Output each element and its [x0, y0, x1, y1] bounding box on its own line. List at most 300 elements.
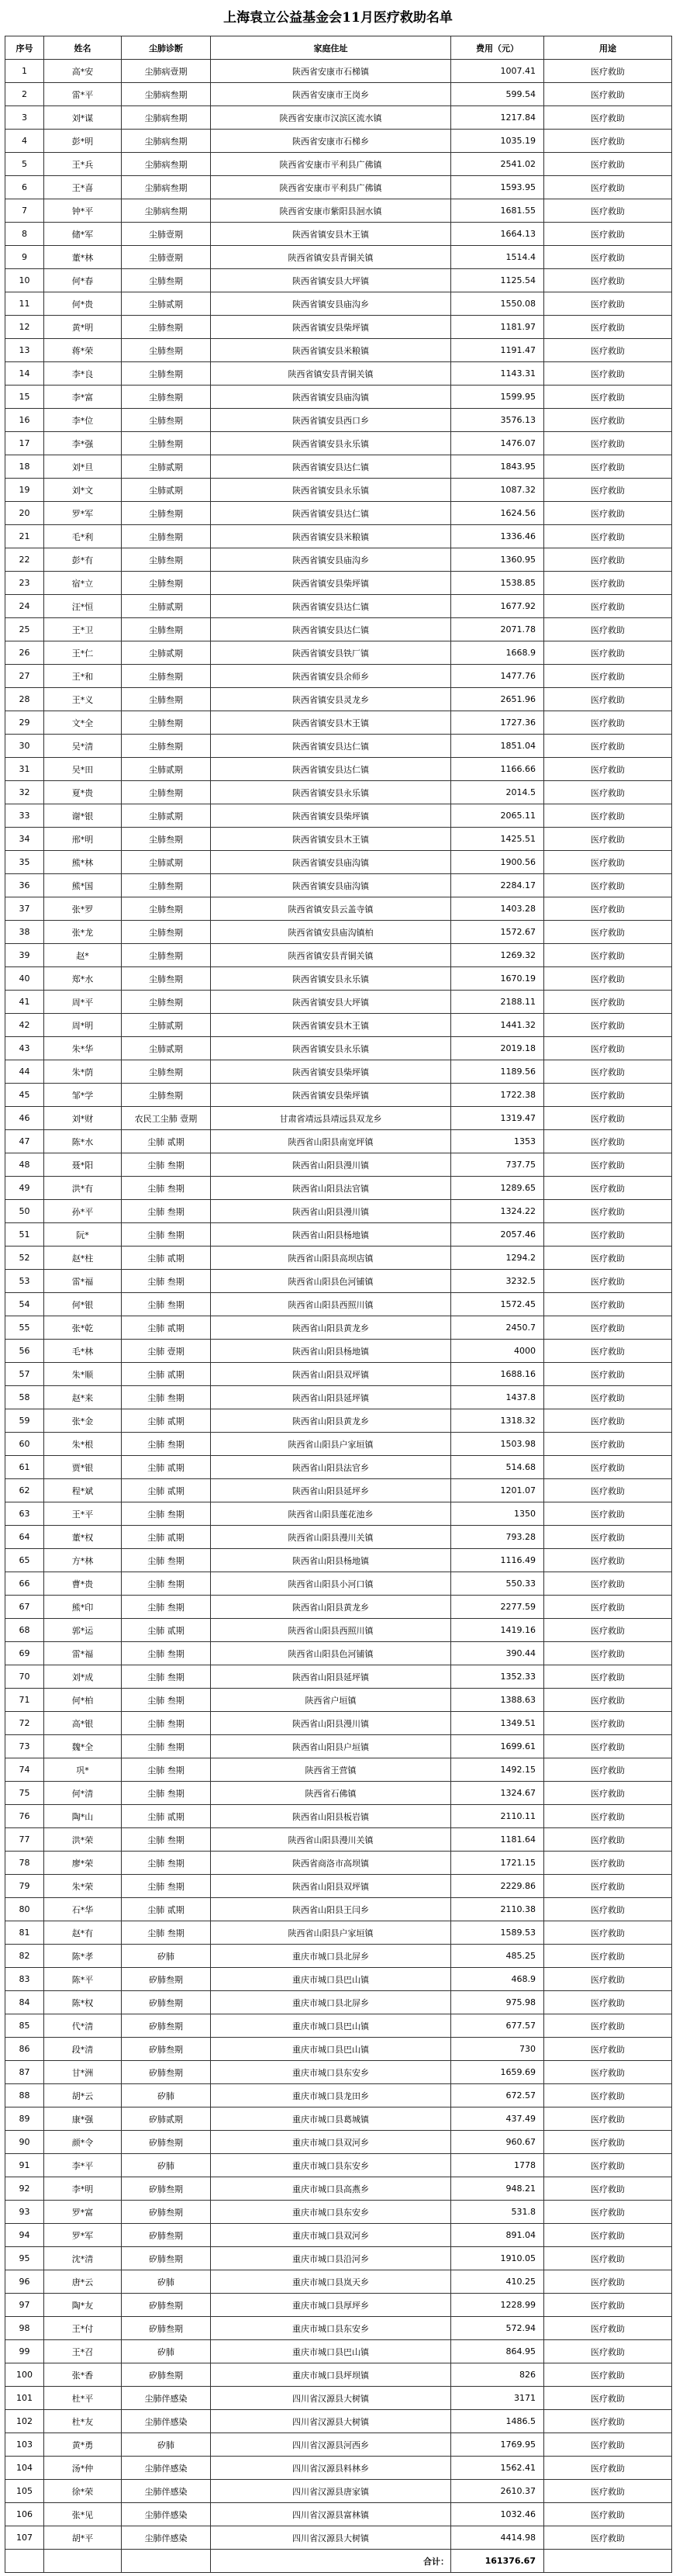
cell-index: 50 [5, 1200, 44, 1223]
table-row [5, 2201, 672, 2224]
cell-purpose: 医疗救助 [544, 1875, 672, 1898]
cell-diagnosis: 尘肺叁期 [122, 316, 211, 339]
cell-name: 董*权 [44, 1526, 122, 1549]
header-diagnosis: 尘肺诊断 [122, 36, 211, 60]
cell-name: 陈*平 [44, 1968, 122, 1991]
cell-index: 82 [5, 1945, 44, 1968]
table-row [5, 781, 672, 804]
cell-address: 陕西省镇安县米粮镇 [211, 525, 451, 548]
table-row [5, 1619, 672, 1642]
cell-diagnosis: 尘肺 叁期 [122, 1386, 211, 1409]
cell-address: 陕西省山阳县双坪镇 [211, 1875, 451, 1898]
cell-purpose: 医疗救助 [544, 804, 672, 828]
cell-address: 陕西省镇安县庙沟镇 [211, 851, 451, 874]
cell-index: 26 [5, 641, 44, 665]
cell-purpose: 医疗救助 [544, 432, 672, 455]
cell-purpose: 医疗救助 [544, 1898, 672, 1921]
cell-index: 4 [5, 130, 44, 153]
cell-purpose: 医疗救助 [544, 1363, 672, 1386]
cell-index: 57 [5, 1363, 44, 1386]
cell-name: 汤*仲 [44, 2457, 122, 2480]
cell-purpose: 医疗救助 [544, 130, 672, 153]
cell-name: 王*和 [44, 665, 122, 688]
cell-purpose: 医疗救助 [544, 572, 672, 595]
cell-purpose: 医疗救助 [544, 828, 672, 851]
cell-name: 张*龙 [44, 921, 122, 944]
cell-index: 69 [5, 1642, 44, 1665]
cell-purpose: 医疗救助 [544, 2317, 672, 2340]
cell-purpose: 医疗救助 [544, 2363, 672, 2387]
table-row [5, 2480, 672, 2503]
cell-name: 何*柏 [44, 1689, 122, 1712]
cell-address: 陕西省镇安县青铜关镇 [211, 944, 451, 967]
cell-fee: 1318.32 [451, 1409, 544, 1433]
cell-name: 夏*贵 [44, 781, 122, 804]
table-row [5, 897, 672, 921]
cell-fee: 1324.67 [451, 1782, 544, 1805]
cell-index: 35 [5, 851, 44, 874]
cell-name: 张*乾 [44, 1316, 122, 1340]
cell-purpose: 医疗救助 [544, 292, 672, 316]
cell-address: 陕西省镇安县大坪镇 [211, 991, 451, 1014]
cell-address: 陕西省镇安县庙沟乡 [211, 292, 451, 316]
table-row [5, 828, 672, 851]
cell-fee: 2110.11 [451, 1805, 544, 1828]
cell-index: 92 [5, 2177, 44, 2201]
cell-index: 58 [5, 1386, 44, 1409]
cell-purpose: 医疗救助 [544, 1689, 672, 1712]
cell-name: 彭*有 [44, 548, 122, 572]
cell-name: 文*全 [44, 711, 122, 735]
header-fee: 费用（元） [451, 36, 544, 60]
cell-diagnosis: 尘肺叁期 [122, 828, 211, 851]
table-row [5, 1293, 672, 1316]
cell-purpose: 医疗救助 [544, 1386, 672, 1409]
cell-index: 32 [5, 781, 44, 804]
cell-address: 陕西省山阳县漫川镇 [211, 1200, 451, 1223]
cell-diagnosis: 矽肺 [122, 2340, 211, 2363]
cell-fee: 1217.84 [451, 106, 544, 130]
cell-purpose: 医疗救助 [544, 897, 672, 921]
cell-name: 董*林 [44, 246, 122, 269]
table-row [5, 1758, 672, 1782]
cell-name: 陈*权 [44, 1991, 122, 2014]
cell-diagnosis: 尘肺 贰期 [122, 1130, 211, 1153]
cell-fee: 1492.15 [451, 1758, 544, 1782]
table-row [5, 2038, 672, 2061]
cell-address: 陕西省镇安县永乐镇 [211, 432, 451, 455]
cell-purpose: 医疗救助 [544, 1456, 672, 1479]
cell-fee: 975.98 [451, 1991, 544, 2014]
cell-name: 李*位 [44, 409, 122, 432]
table-row [5, 1526, 672, 1549]
cell-index: 80 [5, 1898, 44, 1921]
cell-diagnosis: 尘肺贰期 [122, 455, 211, 479]
cell-fee: 1087.32 [451, 479, 544, 502]
cell-index: 29 [5, 711, 44, 735]
cell-fee: 1599.95 [451, 386, 544, 409]
cell-purpose: 医疗救助 [544, 2457, 672, 2480]
cell-index: 96 [5, 2270, 44, 2294]
cell-index: 84 [5, 1991, 44, 2014]
cell-purpose: 医疗救助 [544, 2014, 672, 2038]
table-row [5, 316, 672, 339]
cell-purpose: 医疗救助 [544, 758, 672, 781]
cell-diagnosis: 尘肺 贰期 [122, 1805, 211, 1828]
cell-index: 65 [5, 1549, 44, 1572]
cell-purpose: 医疗救助 [544, 269, 672, 292]
cell-diagnosis: 矽肺 [122, 2433, 211, 2457]
cell-diagnosis: 尘肺 叁期 [122, 1596, 211, 1619]
cell-diagnosis: 尘肺 叁期 [122, 1642, 211, 1665]
cell-address: 陕西省山阳县延坪镇 [211, 1386, 451, 1409]
cell-index: 66 [5, 1572, 44, 1596]
cell-purpose: 医疗救助 [544, 735, 672, 758]
cell-index: 60 [5, 1433, 44, 1456]
cell-name: 黄*明 [44, 316, 122, 339]
cell-fee: 390.44 [451, 1642, 544, 1665]
cell-fee: 1659.69 [451, 2061, 544, 2084]
table-row [5, 1828, 672, 1852]
cell-diagnosis: 矽肺叁期 [122, 1968, 211, 1991]
cell-index: 39 [5, 944, 44, 967]
cell-name: 周*明 [44, 1014, 122, 1037]
cell-purpose: 医疗救助 [544, 2480, 672, 2503]
table-row [5, 502, 672, 525]
cell-name: 钟*平 [44, 199, 122, 223]
cell-index: 30 [5, 735, 44, 758]
cell-index: 95 [5, 2247, 44, 2270]
cell-diagnosis: 农民工尘肺 壹期 [122, 1107, 211, 1130]
cell-name: 康*强 [44, 2107, 122, 2131]
cell-index: 24 [5, 595, 44, 618]
cell-diagnosis: 尘肺 叁期 [122, 1921, 211, 1945]
cell-purpose: 医疗救助 [544, 339, 672, 362]
cell-name: 洪*荣 [44, 1828, 122, 1852]
cell-index: 56 [5, 1340, 44, 1363]
cell-fee: 1403.28 [451, 897, 544, 921]
cell-address: 重庆市城口县高燕乡 [211, 2177, 451, 2201]
cell-address: 陕西省山阳县黄龙乡 [211, 1316, 451, 1340]
cell-fee: 1201.07 [451, 1479, 544, 1502]
cell-purpose: 医疗救助 [544, 1991, 672, 2014]
cell-fee: 2110.38 [451, 1898, 544, 1921]
cell-name: 熊*国 [44, 874, 122, 897]
cell-fee: 2541.02 [451, 153, 544, 176]
cell-address: 重庆市城口县沿河乡 [211, 2247, 451, 2270]
table-row [5, 1456, 672, 1479]
cell-fee: 468.9 [451, 1968, 544, 1991]
cell-purpose: 医疗救助 [544, 921, 672, 944]
table-row [5, 60, 672, 83]
cell-diagnosis: 矽肺 [122, 2084, 211, 2107]
table-row [5, 223, 672, 246]
cell-address: 重庆市城口县巴山镇 [211, 2014, 451, 2038]
cell-name: 颜*令 [44, 2131, 122, 2154]
cell-fee: 4000 [451, 1340, 544, 1363]
table-row [5, 2363, 672, 2387]
cell-purpose: 医疗救助 [544, 1037, 672, 1060]
cell-name: 何*银 [44, 1293, 122, 1316]
table-row [5, 2317, 672, 2340]
cell-purpose: 医疗救助 [544, 479, 672, 502]
cell-name: 李*良 [44, 362, 122, 386]
table-row [5, 2061, 672, 2084]
cell-fee: 1437.8 [451, 1386, 544, 1409]
cell-index: 75 [5, 1782, 44, 1805]
cell-purpose: 医疗救助 [544, 2294, 672, 2317]
cell-index: 1 [5, 60, 44, 83]
table-row [5, 2084, 672, 2107]
table-row [5, 851, 672, 874]
cell-fee: 1593.95 [451, 176, 544, 199]
cell-fee: 4414.98 [451, 2526, 544, 2550]
cell-purpose: 医疗救助 [544, 386, 672, 409]
cell-index: 86 [5, 2038, 44, 2061]
cell-fee: 2610.37 [451, 2480, 544, 2503]
cell-index: 90 [5, 2131, 44, 2154]
cell-name: 王*卫 [44, 618, 122, 641]
cell-index: 64 [5, 1526, 44, 1549]
cell-index: 31 [5, 758, 44, 781]
cell-diagnosis: 尘肺 叁期 [122, 1758, 211, 1782]
cell-diagnosis: 尘肺 叁期 [122, 1223, 211, 1247]
cell-diagnosis: 尘肺叁期 [122, 1060, 211, 1084]
cell-diagnosis: 尘肺叁期 [122, 665, 211, 688]
cell-diagnosis: 尘肺 叁期 [122, 1712, 211, 1735]
cell-index: 18 [5, 455, 44, 479]
cell-purpose: 医疗救助 [544, 1712, 672, 1735]
cell-purpose: 医疗救助 [544, 2177, 672, 2201]
table-row [5, 711, 672, 735]
cell-name: 王*召 [44, 2340, 122, 2363]
cell-purpose: 医疗救助 [544, 1805, 672, 1828]
cell-index: 97 [5, 2294, 44, 2317]
cell-address: 陕西省镇安县余师乡 [211, 665, 451, 688]
cell-diagnosis: 尘肺 贰期 [122, 1619, 211, 1642]
cell-name: 朱*华 [44, 1037, 122, 1060]
cell-name: 王*付 [44, 2317, 122, 2340]
cell-name: 张*金 [44, 1409, 122, 1433]
cell-purpose: 医疗救助 [544, 1596, 672, 1619]
cell-fee: 1007.41 [451, 60, 544, 83]
cell-diagnosis: 尘肺叁期 [122, 1084, 211, 1107]
cell-address: 陕西省山阳县王闫乡 [211, 1898, 451, 1921]
cell-name: 邹*学 [44, 1084, 122, 1107]
cell-index: 42 [5, 1014, 44, 1037]
cell-address: 陕西省镇安县柴坪镇 [211, 1060, 451, 1084]
cell-diagnosis: 矽肺 [122, 2154, 211, 2177]
cell-purpose: 医疗救助 [544, 1223, 672, 1247]
cell-diagnosis: 尘肺病叁期 [122, 130, 211, 153]
table-row [5, 921, 672, 944]
cell-name: 刘*文 [44, 479, 122, 502]
cell-diagnosis: 尘肺 贰期 [122, 1316, 211, 1340]
cell-name: 毛*利 [44, 525, 122, 548]
cell-purpose: 医疗救助 [544, 2224, 672, 2247]
cell-fee: 531.8 [451, 2201, 544, 2224]
cell-name: 王*义 [44, 688, 122, 711]
table-row [5, 1596, 672, 1619]
cell-name: 罗*富 [44, 2201, 122, 2224]
cell-fee: 2057.46 [451, 1223, 544, 1247]
cell-diagnosis: 尘肺 贰期 [122, 1526, 211, 1549]
cell-purpose: 医疗救助 [544, 944, 672, 967]
cell-fee: 1699.61 [451, 1735, 544, 1758]
cell-diagnosis: 尘肺叁期 [122, 572, 211, 595]
cell-purpose: 医疗救助 [544, 1293, 672, 1316]
cell-address: 陕西省山阳县漫川关镇 [211, 1526, 451, 1549]
cell-fee: 550.33 [451, 1572, 544, 1596]
cell-fee: 1032.46 [451, 2503, 544, 2526]
cell-index: 63 [5, 1502, 44, 1526]
cell-diagnosis: 尘肺壹期 [122, 223, 211, 246]
table-row [5, 2410, 672, 2433]
cell-diagnosis: 尘肺贰期 [122, 851, 211, 874]
cell-address: 陕西省镇安县庙沟乡 [211, 548, 451, 572]
cell-index: 76 [5, 1805, 44, 1828]
cell-fee: 1562.41 [451, 2457, 544, 2480]
cell-index: 54 [5, 1293, 44, 1316]
cell-name: 魏*全 [44, 1735, 122, 1758]
cell-diagnosis: 尘肺叁期 [122, 921, 211, 944]
cell-index: 45 [5, 1084, 44, 1107]
cell-address: 陕西省镇安县达仁镇 [211, 502, 451, 525]
cell-name: 熊*印 [44, 1596, 122, 1619]
cell-index: 10 [5, 269, 44, 292]
cell-purpose: 医疗救助 [544, 618, 672, 641]
cell-fee: 730 [451, 2038, 544, 2061]
cell-index: 9 [5, 246, 44, 269]
table-row [5, 525, 672, 548]
cell-diagnosis: 矽肺叁期 [122, 2014, 211, 2038]
cell-diagnosis: 矽肺叁期 [122, 2038, 211, 2061]
cell-fee: 3576.13 [451, 409, 544, 432]
table-row [5, 1805, 672, 1828]
cell-index: 7 [5, 199, 44, 223]
cell-diagnosis: 尘肺病叁期 [122, 199, 211, 223]
cell-diagnosis: 尘肺 贰期 [122, 1898, 211, 1921]
cell-fee: 2188.11 [451, 991, 544, 1014]
table-row [5, 641, 672, 665]
cell-index: 100 [5, 2363, 44, 2387]
cell-name: 陶*友 [44, 2294, 122, 2317]
cell-index: 21 [5, 525, 44, 548]
cell-name: 程*斌 [44, 1479, 122, 1502]
cell-diagnosis: 尘肺叁期 [122, 409, 211, 432]
cell-index: 78 [5, 1852, 44, 1875]
cell-purpose: 医疗救助 [544, 2270, 672, 2294]
cell-name: 杜*平 [44, 2387, 122, 2410]
cell-diagnosis: 尘肺 贰期 [122, 1479, 211, 1502]
table-row [5, 292, 672, 316]
cell-index: 13 [5, 339, 44, 362]
cell-fee: 737.75 [451, 1153, 544, 1177]
table-row [5, 130, 672, 153]
cell-purpose: 医疗救助 [544, 1619, 672, 1642]
cell-name: 张*见 [44, 2503, 122, 2526]
cell-purpose: 医疗救助 [544, 1526, 672, 1549]
cell-index: 98 [5, 2317, 44, 2340]
cell-address: 陕西省山阳县杨地镇 [211, 1549, 451, 1572]
cell-purpose: 医疗救助 [544, 223, 672, 246]
cell-index: 37 [5, 897, 44, 921]
cell-fee: 2450.7 [451, 1316, 544, 1340]
table-row [5, 386, 672, 409]
cell-address: 陕西省商洛市高坝镇 [211, 1852, 451, 1875]
cell-index: 33 [5, 804, 44, 828]
cell-diagnosis: 尘肺叁期 [122, 944, 211, 967]
cell-name: 邢*明 [44, 828, 122, 851]
cell-diagnosis: 尘肺 叁期 [122, 1200, 211, 1223]
cell-fee: 1486.5 [451, 2410, 544, 2433]
table-row [5, 83, 672, 106]
cell-name: 李*平 [44, 2154, 122, 2177]
cell-purpose: 医疗救助 [544, 711, 672, 735]
cell-purpose: 医疗救助 [544, 1572, 672, 1596]
cell-fee: 1778 [451, 2154, 544, 2177]
cell-address: 陕西省山阳县延坪镇 [211, 1665, 451, 1689]
cell-purpose: 医疗救助 [544, 1409, 672, 1433]
cell-address: 陕西省镇安县达仁镇 [211, 618, 451, 641]
cell-address: 陕西省镇安县木王镇 [211, 711, 451, 735]
cell-address: 重庆市城口县东安乡 [211, 2317, 451, 2340]
cell-index: 52 [5, 1247, 44, 1270]
cell-diagnosis: 尘肺伴感染 [122, 2480, 211, 2503]
table-row [5, 874, 672, 897]
cell-diagnosis: 尘肺叁期 [122, 991, 211, 1014]
cell-purpose: 医疗救助 [544, 106, 672, 130]
cell-diagnosis: 矽肺叁期 [122, 2224, 211, 2247]
table-row [5, 455, 672, 479]
cell-fee: 1670.19 [451, 967, 544, 991]
cell-purpose: 医疗救助 [544, 83, 672, 106]
table-row [5, 618, 672, 641]
cell-diagnosis: 尘肺壹期 [122, 246, 211, 269]
cell-diagnosis: 矽肺叁期 [122, 2201, 211, 2224]
cell-diagnosis: 尘肺叁期 [122, 269, 211, 292]
cell-fee: 960.67 [451, 2131, 544, 2154]
cell-index: 59 [5, 1409, 44, 1433]
cell-address: 重庆市城口县北屏乡 [211, 1991, 451, 2014]
cell-diagnosis: 尘肺叁期 [122, 525, 211, 548]
header-purpose: 用途 [544, 36, 672, 60]
table-row [5, 548, 672, 572]
table-row [5, 1340, 672, 1363]
cell-index: 41 [5, 991, 44, 1014]
cell-purpose: 医疗救助 [544, 2131, 672, 2154]
cell-name: 黄*勇 [44, 2433, 122, 2457]
table-row [5, 944, 672, 967]
cell-address: 陕西省山阳县杨地镇 [211, 1340, 451, 1363]
table-row [5, 479, 672, 502]
table-row [5, 665, 672, 688]
cell-purpose: 医疗救助 [544, 874, 672, 897]
cell-purpose: 医疗救助 [544, 1642, 672, 1665]
cell-fee: 677.57 [451, 2014, 544, 2038]
cell-name: 周*平 [44, 991, 122, 1014]
cell-diagnosis: 尘肺 贰期 [122, 1363, 211, 1386]
cell-diagnosis: 尘肺贰期 [122, 641, 211, 665]
cell-fee: 1589.53 [451, 1921, 544, 1945]
cell-index: 47 [5, 1130, 44, 1153]
cell-address: 重庆市城口县葛城镇 [211, 2107, 451, 2131]
cell-address: 陕西省镇安县永乐镇 [211, 479, 451, 502]
total-label: 合计： [211, 2550, 451, 2573]
cell-address: 陕西省镇安县西口乡 [211, 409, 451, 432]
cell-address: 陕西省镇安县米粮镇 [211, 339, 451, 362]
cell-name: 雷*平 [44, 83, 122, 106]
